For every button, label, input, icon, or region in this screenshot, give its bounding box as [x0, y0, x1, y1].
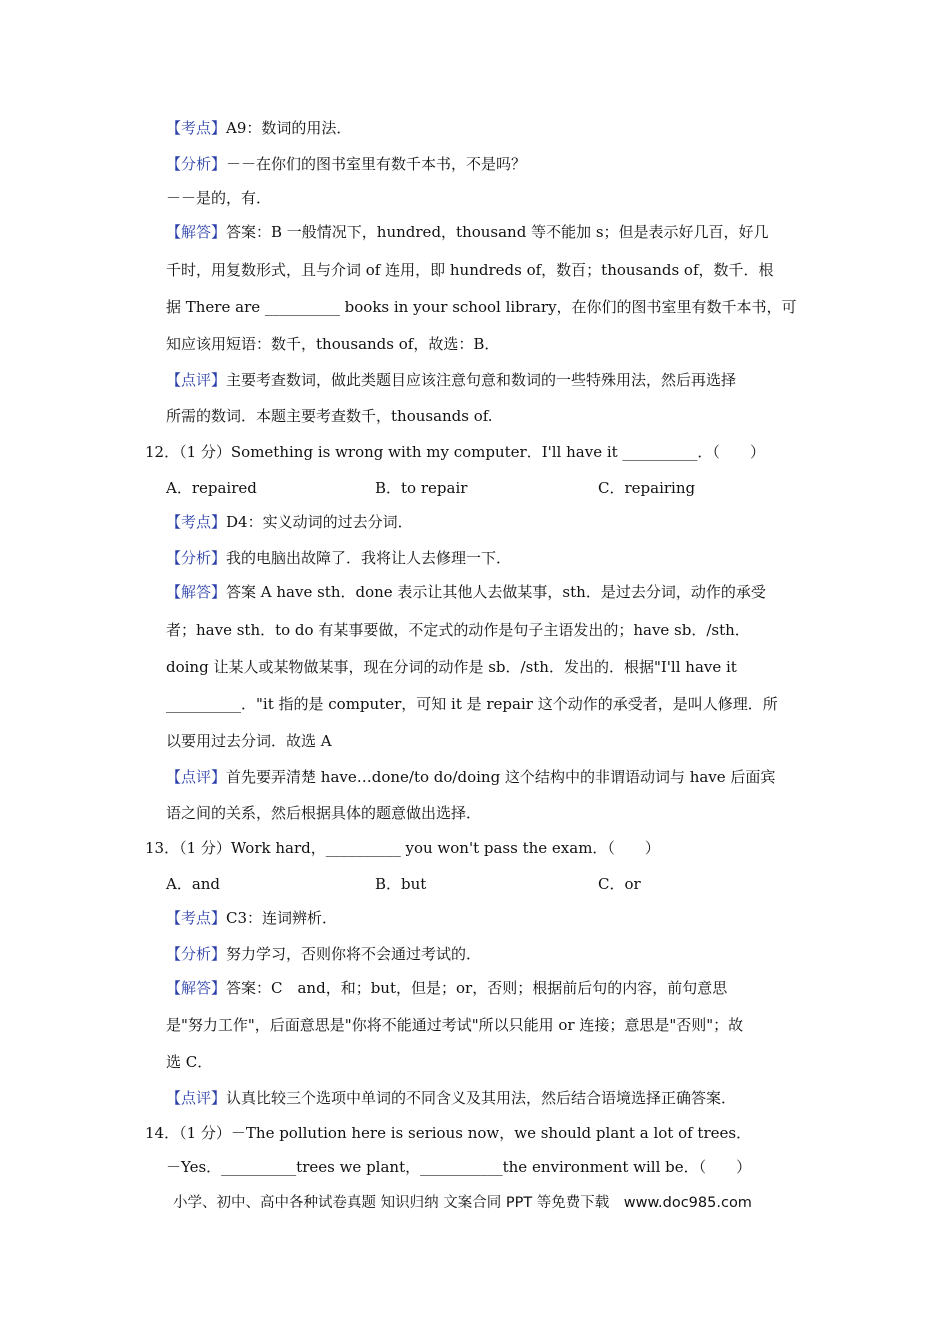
q12-kaodian: 【考点】D4：实义动词的过去分词． [166, 513, 413, 531]
q11-dianping: 【点评】主要考查数词，做此类题目应该注意句意和数词的一些特殊用法，然后再选择 [166, 371, 737, 389]
q11-fenxi-2: －－是的，有． [166, 189, 272, 207]
q11-fenxi: 【分析】－－在你们的图书室里有数千本书，不是吗？ [166, 155, 527, 173]
q13-option-c: C．or [598, 875, 641, 893]
q11-jieda-2: 千时，用复数形式，且与介词 of 连用，即 hundreds of，数百；thousands of，数千．根 [166, 261, 774, 279]
q12-stem: 12．（1 分）Something is wrong with my computer．I'll have it __________．（ ） [145, 443, 765, 461]
q13-jieda-2: 是"努力工作"，后面意思是"你将不能通过考试"所以只能用 or 连接；意思是"否则"；故 [166, 1016, 744, 1034]
q12-jieda-3: doing 让某人或某物做某事，现在分词的动作是 sb．/sth．发出的．根据"I'll have it [166, 658, 737, 676]
q13-option-a: A．and [166, 875, 221, 893]
q12-jieda-2: 者；have sth．to do 有某事要做，不定式的动作是句子主语发出的；have sb．/sth． [166, 621, 750, 639]
q13-stem: 13．（1 分）Work hard，__________ you won't pass the exam．（ ） [145, 839, 660, 857]
q12-option-b: B．to repair [375, 479, 468, 497]
page-footer: 小学、初中、高中各种试卷真题 知识归纳 文案合同 PPT 等免费下载 www.doc985.com [173, 1195, 752, 1211]
q14-stem: 14．（1 分）－The pollution here is serious now，we should plant a lot of trees． [145, 1124, 752, 1142]
q12-option-c: C．repairing [598, 479, 696, 497]
q13-fenxi: 【分析】努力学习，否则你将不会通过考试的． [166, 945, 482, 963]
q12-jieda-4: __________．"it 指的是 computer，可知 it 是 repair 这个动作的承受者，是叫人修理．所 [166, 695, 778, 713]
q13-kaodian: 【考点】C3：连词辨析． [166, 909, 338, 927]
q11-jieda: 【解答】答案：B 一般情况下，hundred，thousand 等不能加 s；但是表示好几百，好几 [166, 223, 769, 241]
tag-kaodian: 【考点】 [166, 119, 227, 137]
q11-dianping-2: 所需的数词．本题主要考查数千，thousands of. [166, 407, 493, 425]
q12-dianping: 【点评】首先要弄清楚 have…done/to do/doing 这个结构中的非谓语动词与 have 后面宾 [166, 768, 776, 786]
q13-jieda: 【解答】答案：C and，和；but，但是；or，否则；根据前后句的内容，前句意思 [166, 979, 728, 997]
q14-stem-2: －Yes．__________trees we plant，___________the environment will be．（ ） [166, 1158, 752, 1176]
tag-jieda: 【解答】 [166, 223, 227, 241]
tag-fenxi: 【分析】 [166, 155, 227, 173]
q12-dianping-2: 语之间的关系，然后根据具体的题意做出选择． [166, 804, 482, 822]
q13-jieda-3: 选 C． [166, 1053, 213, 1071]
q12-option-a: A．repaired [166, 479, 257, 497]
q13-dianping: 【点评】认真比较三个选项中单词的不同含义及其用法，然后结合语境选择正确答案． [166, 1089, 737, 1107]
q12-jieda-5: 以要用过去分词．故选 A [166, 732, 332, 750]
q12-jieda: 【解答】答案 A have sth．done 表示让其他人去做某事，sth．是过去分词，动作的承受 [166, 583, 766, 601]
tag-dianping: 【点评】 [166, 371, 227, 389]
q11-jieda-4: 知应该用短语：数千，thousands of，故选：B． [166, 335, 500, 353]
q13-option-b: B．but [375, 875, 427, 893]
q11-kaodian: 【考点】A9：数词的用法． [166, 119, 352, 137]
q11-jieda-3: 据 There are __________ books in your school library，在你们的图书室里有数千本书，可 [166, 298, 797, 316]
q12-fenxi: 【分析】我的电脑出故障了．我将让人去修理一下． [166, 549, 512, 567]
